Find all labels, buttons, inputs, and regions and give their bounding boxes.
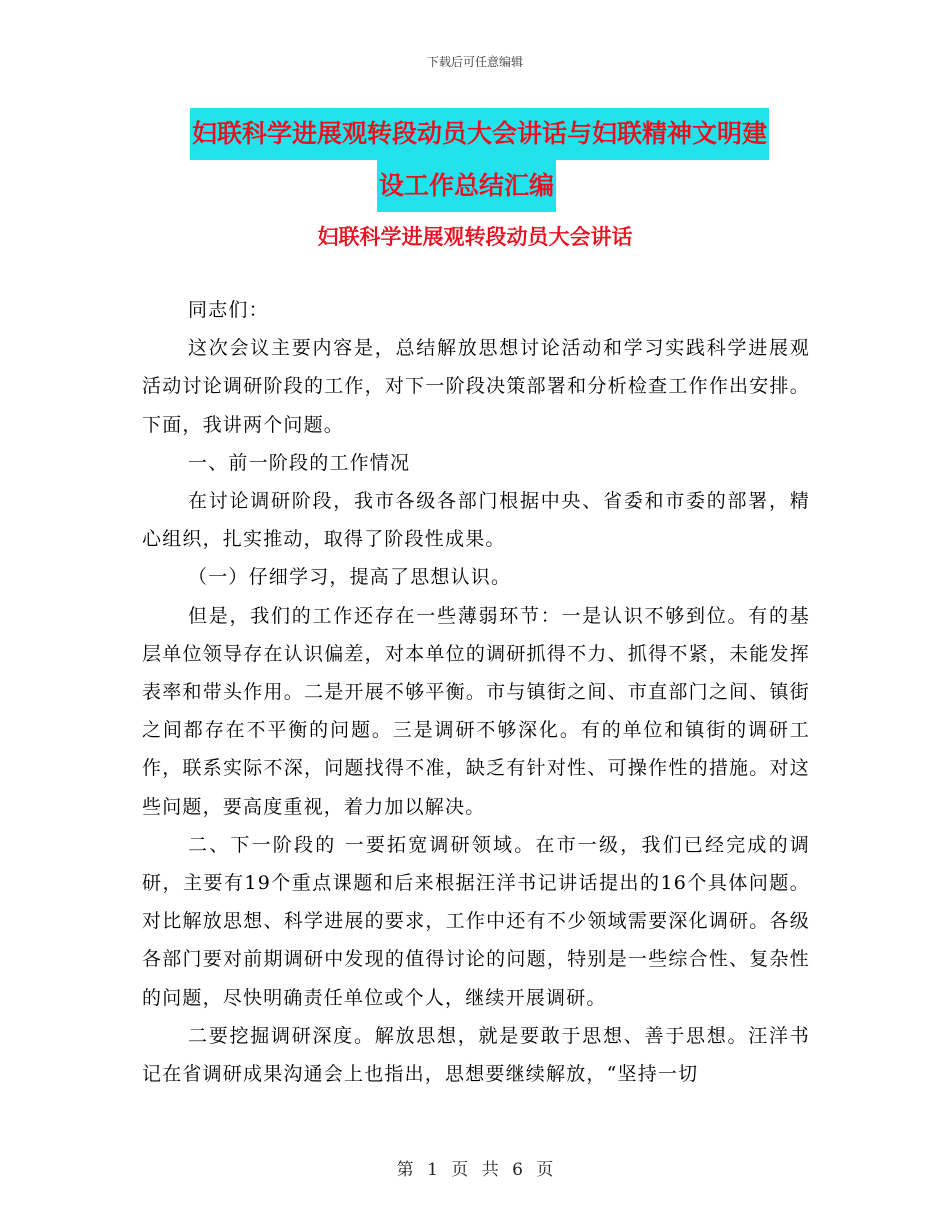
- page-number-footer: 第 1 页 共 6 页: [396, 1160, 554, 1180]
- paragraph: 二要挖掘调研深度。解放思想，就是要敢于思想、善于思想。汪洋书记在省调研成果沟通会上也指出，思想要继续解放，“坚持一切: [142, 1024, 810, 1086]
- paragraph: 这次会议主要内容是，总结解放思想讨论活动和学习实践科学进展观活动讨论调研阶段的工作，对下一阶段决策部署和分析检查工作作出安排。下面，我讲两个问题。: [142, 337, 810, 436]
- paragraph: 二、下一阶段的 一要拓宽调研领域。在市一级，我们已经完成的调研，主要有19个重点课题和后来根据汪洋书记讲话提出的16个具体问题。对比解放思想、科学进展的要求，工作中还有不少领域需要深化调研。各级各部门要对前期调研中发现的值得讨论的问题，特别是一些综合性、复杂性的问题，尽快明确责任单位或个人，继续开展调研。: [142, 833, 810, 1009]
- paragraph: 在讨论调研阶段，我市各级各部门根据中央、省委和市委的部署，精心组织，扎实推动，取得了阶段性成果。: [142, 490, 810, 551]
- page-header-note: 下载后可任意编辑: [426, 55, 523, 69]
- paragraph: 但是，我们的工作还存在一些薄弱环节：一是认识不够到位。有的基层单位领导存在认识偏差，对本单位的调研抓得不力、抓得不紧，未能发挥表率和带头作用。二是开展不够平衡。市与镇街之间、市直部门之间、镇街之间都存在不平衡的问题。三是调研不够深化。有的单位和镇街的调研工作，联系实际不深，问题找得不准，缺乏有针对性、可操作性的措施。对这些问题，要高度重视，着力加以解决。: [142, 604, 810, 818]
- document-title-line-2: 设工作总结汇编: [377, 160, 556, 212]
- paragraph-subheading: （一）仔细学习，提高了思想认识。: [188, 566, 512, 589]
- document-title-line-1: 妇联科学进展观转段动员大会讲话与妇联精神文明建: [190, 108, 769, 160]
- document-title: [190, 108, 810, 212]
- paragraph-heading: 一、前一阶段的工作情况: [188, 451, 411, 474]
- section-title: 妇联科学进展观转段动员大会讲话: [317, 225, 633, 249]
- document-body: [142, 291, 810, 1093]
- paragraph-salutation: 同志们：: [188, 299, 269, 321]
